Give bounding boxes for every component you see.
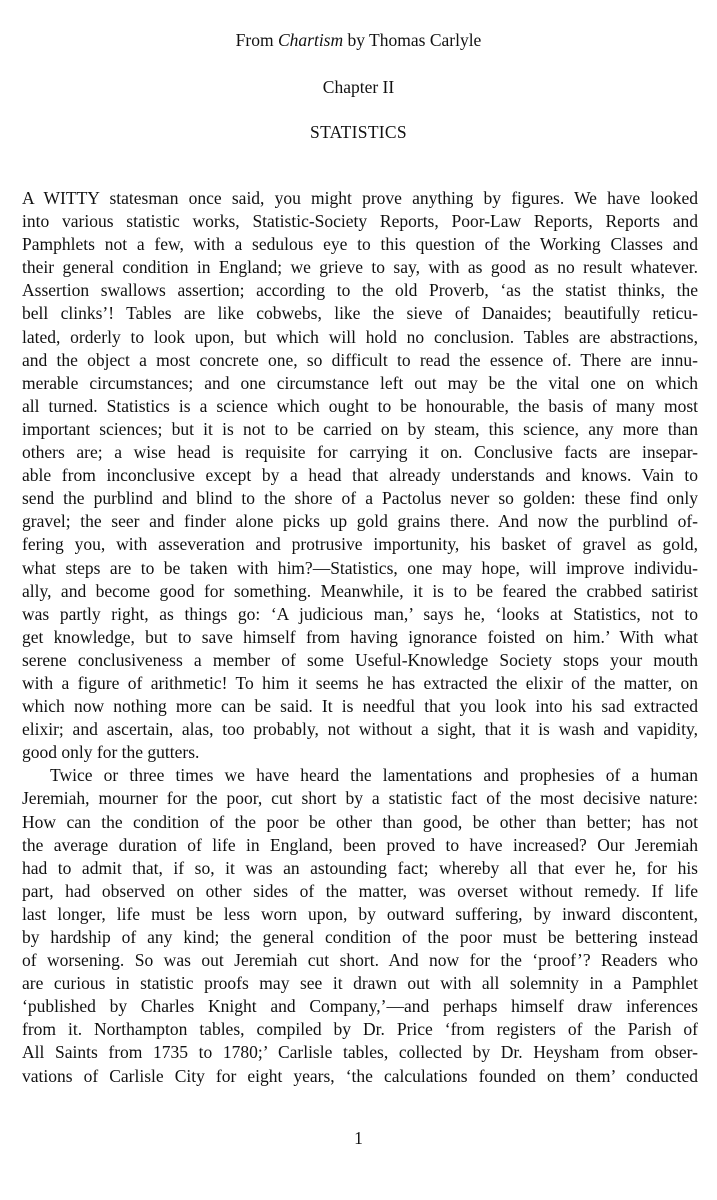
work-title: Chartism <box>277 30 344 50</box>
text-line: How can the condition of the poor be other than good, be other than better; has not <box>22 811 698 832</box>
text-line: lated, orderly to look upon, but which will hold no conclusion. Tables are abstractions, <box>22 326 698 347</box>
text-line: their general condition in England; we grieve to say, with as good as no result whatever. <box>22 257 698 278</box>
text-line: last longer, life must be less worn upon, by outward suffering, by inward discontent, <box>22 903 698 924</box>
text-line: vations of Carlisle City for eight years, ‘the calculations founded on them’ conducted <box>22 1065 698 1086</box>
text-line: All Saints from 1735 to 1780;’ Carlisle tables, collected by Dr. Heysham from obser- <box>22 1042 698 1063</box>
text-line: Pamphlets not a few, with a sedulous eye to this question of the Working Classes and <box>22 234 698 255</box>
text-line: all turned. Statistics is a science which ought to be honourable, the basis of many most <box>22 395 698 416</box>
text-line: with a figure of arithmetic! To him it seems he has extracted the elixir of the matter, on <box>22 672 698 693</box>
text-line: from it. Northampton tables, compiled by Dr. Price ‘from registers of the Parish of <box>22 1019 698 1040</box>
text-line: into various statistic works, Statistic-Society Reports, Poor-Law Reports, Reports and <box>22 211 698 232</box>
text-line: able from inconclusive except by a head that already understands and knows. Vain to <box>22 465 698 486</box>
text-line: merable circumstances; and one circumstance left out may be the vital one on which <box>22 372 698 393</box>
text-line: fering you, with asseveration and protrusive importunity, his basket of gravel as gold, <box>22 534 698 555</box>
text-line: was partly right, as things go: ‘A judicious man,’ says he, ‘looks at Statistics, not to <box>22 603 698 624</box>
text-line: good only for the gutters. <box>22 742 200 763</box>
source-prefix: From <box>235 30 278 50</box>
source-author: by Thomas Carlyle <box>343 30 482 50</box>
text-line: by hardship of any kind; the general condition of the poor must be bettering instead <box>22 927 698 947</box>
text-line: elixir; and ascertain, alas, too probably, not without a sight, that it is wash and vapidity, <box>22 719 698 740</box>
page-number: 1 <box>354 1128 363 1148</box>
text-line: which now nothing more can be said. It is needful that you look into his sad extracted <box>22 696 698 717</box>
text-line: gravel; the seer and finder alone picks up gold grains there. And now the purblind of- <box>22 511 698 532</box>
paragraph-1 <box>22 187 698 764</box>
text-line: and the object a most concrete one, so difficult to read the essence of. There are innu- <box>22 349 698 370</box>
text-line: A WITTY statesman once said, you might prove anything by figures. We have looked <box>22 188 698 208</box>
text-line: what steps are to be taken with him?—Statistics, one may hope, will improve individu- <box>22 557 698 578</box>
text-line: Twice or three times we have heard the lamentations and prophesies of a human <box>50 765 698 786</box>
text-line: send the purblind and blind to the shore of a Pactolus never so golden: these find only <box>22 488 698 509</box>
text-line: the average duration of life in England, been proved to have increased? Our Jeremiah <box>22 834 698 855</box>
text-line: part, had observed on other sides of the matter, was overset without remedy. If life <box>22 880 698 901</box>
body-text <box>22 187 698 1088</box>
text-line: Assertion swallows assertion; according to the old Proverb, ‘as the statist thinks, the <box>22 280 698 301</box>
text-line: are curious in statistic proofs may see it drawn out with all solemnity in a Pamphlet <box>22 973 698 994</box>
text-line: of worsening. So was out Jeremiah cut short. And now for the ‘proof’? Readers who <box>22 950 698 971</box>
chapter-title: STATISTICS <box>310 122 407 142</box>
text-line: get knowledge, but to save himself from having ignorance foisted on him.’ With what <box>22 626 698 647</box>
text-line: Jeremiah, mourner for the poor, cut short by a statistic fact of the most decisive nature: <box>22 788 698 809</box>
paragraph-2 <box>22 764 698 1087</box>
text-line: bell clinks’! Tables are like cobwebs, like the sieve of Danaides; beautifully reticu- <box>22 303 698 324</box>
text-line: serene conclusiveness a member of some Useful-Knowledge Society stops your mouth <box>22 649 698 670</box>
text-line: ‘published by Charles Knight and Company,’—and perhaps himself draw inferences <box>22 996 698 1017</box>
text-line: important sciences; but it is not to be carried on by steam, this science, any more than <box>22 418 698 439</box>
text-line: had to admit that, if so, it was an astounding fact; whereby all that ever he, for his <box>22 857 698 878</box>
text-line: ally, and become good for something. Meanwhile, it is to be feared the crabbed satirist <box>22 580 698 601</box>
source-attribution <box>0 29 717 51</box>
text-line: others are; a wise head is requisite for carrying it on. Conclusive facts are insepar- <box>22 442 698 463</box>
chapter-heading: Chapter II <box>322 77 395 97</box>
